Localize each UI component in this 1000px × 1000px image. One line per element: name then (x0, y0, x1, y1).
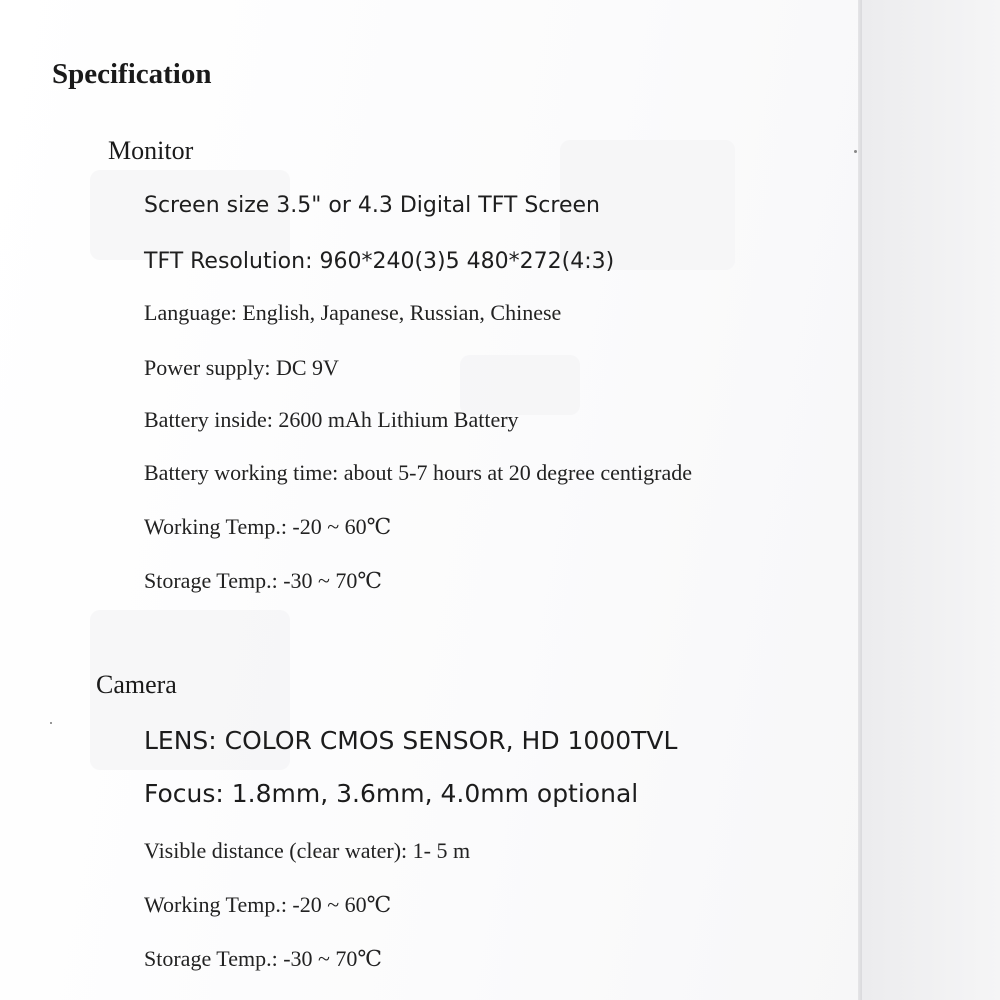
monitor-spec-battery: Battery inside: 2600 mAh Lithium Battery (144, 407, 519, 432)
camera-spec-focus: Focus: 1.8mm, 3.6mm, 4.0mm optional (144, 779, 639, 808)
monitor-spec-power: Power supply: DC 9V (144, 355, 339, 380)
section-heading-monitor: Monitor (108, 136, 194, 165)
section-heading-camera: Camera (96, 670, 177, 699)
camera-spec-working-temp: Working Temp.: -20 ~ 60℃ (144, 892, 392, 917)
monitor-spec-working-temp: Working Temp.: -20 ~ 60℃ (144, 514, 392, 539)
camera-spec-storage-temp: Storage Temp.: -30 ~ 70℃ (144, 946, 383, 971)
page-title: Specification (52, 58, 212, 90)
camera-spec-visible-distance: Visible distance (clear water): 1- 5 m (144, 838, 471, 863)
monitor-spec-screen-size: Screen size 3.5" or 4.3 Digital TFT Screen (144, 193, 600, 218)
paper-speck (50, 722, 52, 724)
monitor-spec-battery-time: Battery working time: about 5-7 hours at 20 degree centigrade (144, 460, 692, 485)
monitor-spec-storage-temp: Storage Temp.: -30 ~ 70℃ (144, 568, 383, 593)
monitor-spec-language: Language: English, Japanese, Russian, Chinese (144, 300, 562, 325)
paper-speck (854, 150, 857, 153)
camera-spec-lens: LENS: COLOR CMOS SENSOR, HD 1000TVL (144, 726, 678, 755)
monitor-spec-resolution: TFT Resolution: 960*240(3)5 480*272(4:3) (144, 249, 615, 274)
background-surface (862, 0, 1000, 1000)
show-through-shape (460, 355, 580, 415)
